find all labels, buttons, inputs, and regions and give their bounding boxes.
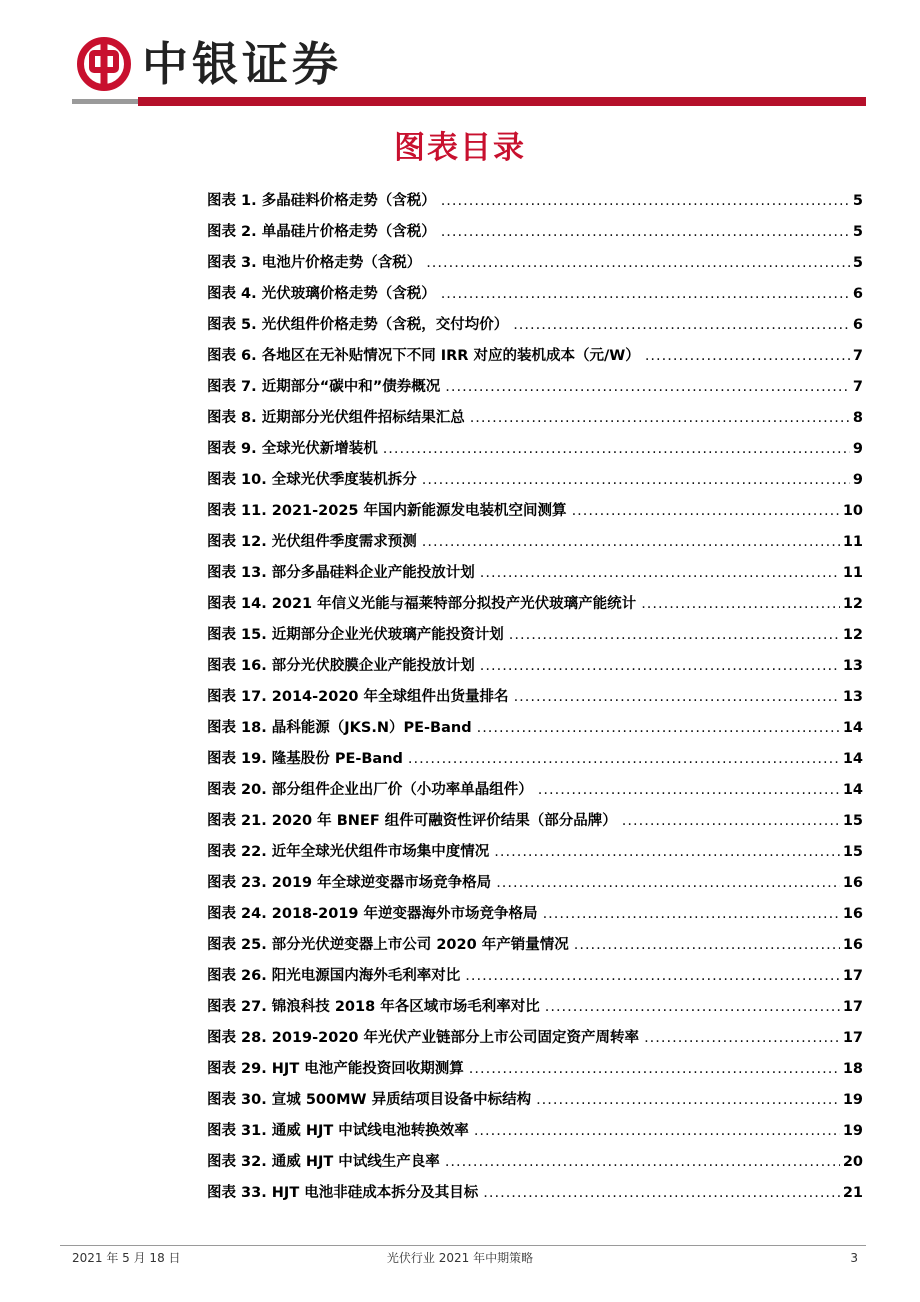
toc-dot-leader (514, 688, 840, 706)
toc-entry-page: 14 (842, 751, 863, 767)
toc-entry-label: 图表 32. 通威 HJT 中试线生产良率 (207, 1154, 440, 1170)
table-of-figures (207, 183, 863, 1206)
toc-entry[interactable] (207, 958, 863, 989)
toc-entry-page: 20 (842, 1154, 863, 1170)
toc-entry-page: 5 (852, 224, 863, 240)
toc-entry-label: 图表 24. 2018-2019 年逆变器海外市场竞争格局 (207, 906, 538, 922)
toc-dot-leader (645, 347, 850, 365)
toc-entry[interactable] (207, 710, 863, 741)
toc-entry-label: 图表 20. 部分组件企业出厂价（小功率单晶组件） (207, 782, 533, 798)
toc-entry[interactable] (207, 555, 863, 586)
toc-entry-label: 图表 8. 近期部分光伏组件招标结果汇总 (207, 410, 465, 426)
toc-dot-leader (441, 285, 850, 303)
toc-entry-label: 图表 7. 近期部分“碳中和”债券概况 (207, 379, 441, 395)
toc-entry[interactable] (207, 1020, 863, 1051)
toc-entry-label: 图表 18. 晶科能源（JKS.N）PE-Band (207, 720, 472, 736)
toc-dot-leader (509, 626, 840, 644)
toc-entry-label: 图表 25. 部分光伏逆变器上市公司 2020 年产销量情况 (207, 937, 569, 953)
toc-entry-page: 9 (852, 441, 863, 457)
toc-dot-leader (543, 905, 840, 923)
toc-entry-page: 19 (842, 1123, 863, 1139)
toc-entry[interactable] (207, 307, 863, 338)
toc-entry-label: 图表 5. 光伏组件价格走势（含税，交付均价） (207, 317, 509, 333)
toc-entry-page: 7 (852, 379, 863, 395)
header-rule-gray (72, 99, 138, 104)
toc-dot-leader (572, 502, 840, 520)
toc-entry[interactable] (207, 896, 863, 927)
bank-of-china-logo-icon (76, 36, 132, 92)
toc-entry-page: 12 (842, 627, 863, 643)
toc-entry[interactable] (207, 183, 863, 214)
toc-entry-label: 图表 30. 宣城 500MW 异质结项目设备中标结构 (207, 1092, 532, 1108)
toc-entry-label: 图表 19. 隆基股份 PE-Band (207, 751, 403, 767)
toc-dot-leader (494, 843, 840, 861)
toc-entry-label: 图表 11. 2021-2025 年国内新能源发电装机空间测算 (207, 503, 567, 519)
toc-dot-leader (538, 781, 840, 799)
toc-entry[interactable] (207, 586, 863, 617)
page-title: 图表目录 (394, 130, 526, 166)
toc-entry-page: 13 (842, 689, 863, 705)
toc-entry[interactable] (207, 214, 863, 245)
toc-dot-leader (513, 316, 850, 334)
footer-report-title: 光伏行业 2021 年中期策略 (386, 1251, 534, 1265)
toc-dot-leader (445, 378, 850, 396)
toc-entry-page: 16 (842, 875, 863, 891)
toc-dot-leader (383, 440, 850, 458)
toc-entry-label: 图表 1. 多晶硅料价格走势（含税） (207, 193, 436, 209)
toc-dot-leader (441, 223, 850, 241)
toc-entry[interactable] (207, 927, 863, 958)
toc-dot-leader (408, 750, 840, 768)
toc-entry-page: 5 (852, 193, 863, 209)
toc-entry-label: 图表 2. 单晶硅片价格走势（含税） (207, 224, 436, 240)
toc-entry-label: 图表 10. 全球光伏季度装机拆分 (207, 472, 417, 488)
toc-entry[interactable] (207, 617, 863, 648)
toc-dot-leader (422, 533, 840, 551)
toc-entry-page: 8 (852, 410, 863, 426)
toc-dot-leader (465, 967, 840, 985)
toc-entry-page: 15 (842, 844, 863, 860)
toc-dot-leader (480, 564, 840, 582)
toc-entry-page: 14 (842, 720, 863, 736)
toc-entry-label: 图表 26. 阳光电源国内海外毛利率对比 (207, 968, 461, 984)
toc-entry[interactable] (207, 1175, 863, 1206)
toc-entry-label: 图表 12. 光伏组件季度需求预测 (207, 534, 417, 550)
toc-dot-leader (480, 657, 840, 675)
header-rule-red (138, 97, 866, 106)
toc-entry-page: 6 (852, 286, 863, 302)
toc-entry[interactable] (207, 431, 863, 462)
toc-entry[interactable] (207, 772, 863, 803)
toc-entry-label: 图表 27. 锦浪科技 2018 年各区域市场毛利率对比 (207, 999, 540, 1015)
toc-entry-label: 图表 17. 2014-2020 年全球组件出货量排名 (207, 689, 509, 705)
toc-entry[interactable] (207, 1144, 863, 1175)
toc-entry[interactable] (207, 462, 863, 493)
toc-entry-label: 图表 31. 通威 HJT 中试线电池转换效率 (207, 1123, 469, 1139)
toc-dot-leader (474, 1122, 840, 1140)
toc-entry-page: 10 (842, 503, 863, 519)
toc-entry-page: 11 (842, 534, 863, 550)
toc-entry-label: 图表 16. 部分光伏胶膜企业产能投放计划 (207, 658, 475, 674)
toc-entry[interactable] (207, 803, 863, 834)
toc-entry[interactable] (207, 338, 863, 369)
toc-entry[interactable] (207, 524, 863, 555)
toc-entry-page: 12 (842, 596, 863, 612)
toc-entry[interactable] (207, 865, 863, 896)
toc-entry-label: 图表 15. 近期部分企业光伏玻璃产能投资计划 (207, 627, 504, 643)
toc-dot-leader (483, 1184, 840, 1202)
toc-dot-leader (644, 1029, 840, 1047)
toc-entry[interactable] (207, 741, 863, 772)
toc-entry-page: 13 (842, 658, 863, 674)
brand-name: 中银证券 (142, 37, 342, 91)
toc-entry-page: 17 (842, 1030, 863, 1046)
toc-entry[interactable] (207, 493, 863, 524)
footer-page-number: 3 (850, 1251, 858, 1265)
toc-entry-label: 图表 28. 2019-2020 年光伏产业链部分上市公司固定资产周转率 (207, 1030, 640, 1046)
toc-entry-page: 17 (842, 968, 863, 984)
toc-entry-label: 图表 29. HJT 电池产能投资回收期测算 (207, 1061, 464, 1077)
toc-entry-label: 图表 22. 近年全球光伏组件市场集中度情况 (207, 844, 490, 860)
toc-dot-leader (545, 998, 840, 1016)
toc-entry-page: 17 (842, 999, 863, 1015)
toc-dot-leader (574, 936, 840, 954)
toc-entry-page: 7 (852, 348, 863, 364)
toc-entry-label: 图表 23. 2019 年全球逆变器市场竞争格局 (207, 875, 492, 891)
toc-entry[interactable] (207, 1051, 863, 1082)
toc-dot-leader (622, 812, 840, 830)
toc-entry[interactable] (207, 648, 863, 679)
toc-entry-page: 6 (852, 317, 863, 333)
toc-entry-page: 11 (842, 565, 863, 581)
toc-dot-leader (445, 1153, 840, 1171)
toc-entry-label: 图表 13. 部分多晶硅料企业产能投放计划 (207, 565, 475, 581)
toc-dot-leader (426, 254, 850, 272)
toc-dot-leader (536, 1091, 840, 1109)
footer-rule (60, 1245, 866, 1246)
toc-dot-leader (641, 595, 840, 613)
toc-entry-label: 图表 21. 2020 年 BNEF 组件可融资性评价结果（部分品牌） (207, 813, 617, 829)
toc-dot-leader (477, 719, 840, 737)
toc-entry-page: 16 (842, 937, 863, 953)
toc-entry[interactable] (207, 276, 863, 307)
toc-dot-leader (496, 874, 840, 892)
page-header (0, 0, 920, 110)
toc-entry[interactable] (207, 834, 863, 865)
toc-entry-label: 图表 9. 全球光伏新增装机 (207, 441, 378, 457)
footer-date: 2021 年 5 月 18 日 (72, 1251, 181, 1265)
toc-entry[interactable] (207, 1082, 863, 1113)
toc-entry[interactable] (207, 679, 863, 710)
toc-entry[interactable] (207, 369, 863, 400)
toc-entry-page: 18 (842, 1061, 863, 1077)
toc-entry-page: 15 (842, 813, 863, 829)
toc-entry-label: 图表 3. 电池片价格走势（含税） (207, 255, 422, 271)
toc-entry-label: 图表 14. 2021 年信义光能与福莱特部分拟投产光伏玻璃产能统计 (207, 596, 637, 612)
toc-entry-page: 9 (852, 472, 863, 488)
toc-entry[interactable] (207, 989, 863, 1020)
toc-entry-page: 19 (842, 1092, 863, 1108)
toc-entry[interactable] (207, 1113, 863, 1144)
toc-entry-page: 21 (842, 1185, 863, 1201)
toc-entry[interactable] (207, 245, 863, 276)
toc-entry-label: 图表 4. 光伏玻璃价格走势（含税） (207, 286, 436, 302)
toc-entry-label: 图表 6. 各地区在无补贴情况下不同 IRR 对应的装机成本（元/W） (207, 348, 640, 364)
toc-dot-leader (470, 409, 850, 427)
toc-dot-leader (422, 471, 850, 489)
toc-entry[interactable] (207, 400, 863, 431)
toc-dot-leader (469, 1060, 840, 1078)
toc-entry-page: 5 (852, 255, 863, 271)
toc-entry-label: 图表 33. HJT 电池非硅成本拆分及其目标 (207, 1185, 479, 1201)
toc-entry-page: 16 (842, 906, 863, 922)
toc-entry-page: 14 (842, 782, 863, 798)
toc-dot-leader (441, 192, 850, 210)
